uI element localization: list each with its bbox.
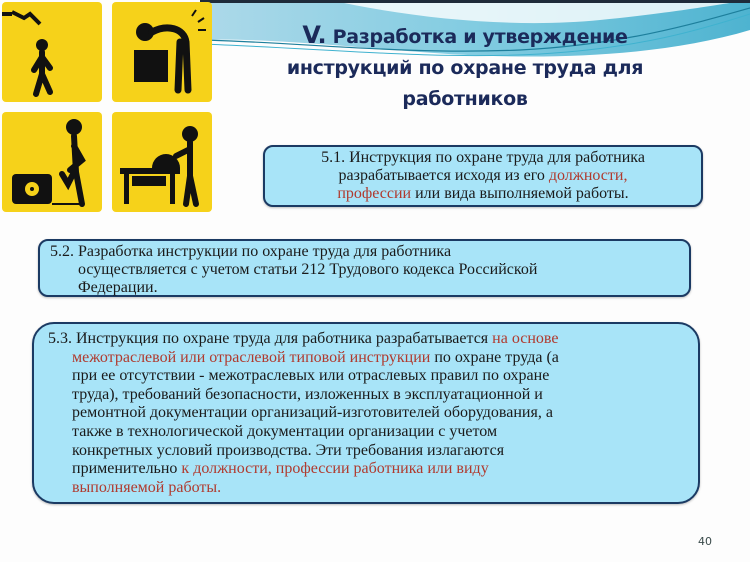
clause-5-1-box	[263, 145, 703, 207]
clause-5-3-text: 5.3. Инструкция по охране труда для работника разрабатывается	[48, 330, 493, 347]
clause-5-3-highlight: межотраслевой или отраслевой типовой инструкции	[72, 348, 431, 366]
clause-5-1-highlight: профессии	[337, 185, 412, 202]
clause-5-3-text: по охране труда (а	[430, 348, 559, 366]
clause-5-3-line: также в технологической документации организации с учетом	[72, 422, 498, 440]
clause-5-1-text: разрабатывается исходя из его	[338, 167, 549, 184]
clause-5-2-line: осуществляется с учетом статьи 212 Трудового кодекса Российской	[78, 261, 538, 278]
clause-5-3-line: ремонтной документации организаций-изготовителей оборудования, а	[72, 404, 553, 422]
saw-hand-injury-icon	[112, 112, 212, 212]
back-injury-lifting-icon	[112, 2, 212, 102]
title-line-2: инструкций по охране труда для	[286, 57, 644, 79]
clause-5-3-highlight: к должности, профессии работника или виду	[181, 460, 489, 478]
page-number: 40	[698, 535, 712, 548]
clause-5-1-highlight: должности,	[548, 167, 628, 184]
clause-5-3-text: применительно	[72, 460, 182, 478]
title-roman-numeral: V.	[302, 21, 327, 49]
safety-illustrations	[0, 0, 218, 218]
clause-5-3-box	[32, 322, 700, 504]
title-line-3: работников	[402, 88, 528, 110]
clause-5-2-line: 5.2. Разработка инструкции по охране труда для работника	[50, 243, 452, 260]
clause-5-3-line: конкретных условий производства. Эти требования излагаются	[72, 441, 505, 459]
clause-5-3-highlight: на основе	[492, 330, 559, 347]
radiation-spill-hazard-icon	[2, 112, 102, 212]
page-title	[245, 20, 685, 115]
clause-5-2-box	[38, 239, 691, 297]
clause-5-1-text: или вида выполняемой работы.	[411, 185, 629, 202]
falling-tools-hazard-icon	[2, 2, 102, 102]
clause-5-3-line: при ее отсутствии - межотраслевых или отраслевых правил по охране	[72, 367, 550, 385]
clause-5-2-line: Федерации.	[78, 279, 158, 296]
clause-5-3-line: труда), требований безопасности, изложенных в эксплуатационной и	[72, 385, 543, 403]
clause-5-1-line: 5.1. Инструкция по охране труда для работника	[321, 149, 645, 166]
title-line-1: Разработка и утверждение	[326, 26, 628, 48]
clause-5-3-highlight: выполняемой работы.	[72, 478, 222, 496]
